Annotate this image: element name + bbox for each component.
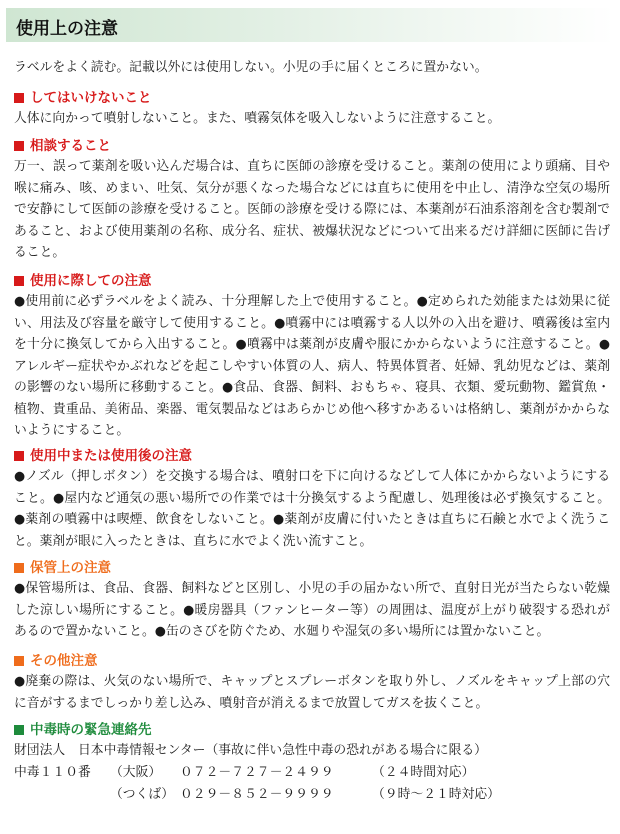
contact-row [14,784,610,806]
contact-hours: （２４時間対応） [372,765,475,780]
contact-row [14,762,610,784]
section-prohibited [14,87,610,130]
section-other [14,650,610,714]
contact-label [14,784,110,806]
section-consult [14,135,610,264]
intro-text: ラベルをよく読む。記載以外には使用しない。小児の手に届くところに置かない。 [14,60,488,75]
red-square-icon [14,93,24,103]
section-heading: 保管上の注意 [30,559,111,576]
contact-hours: （９時～２１時対応） [372,787,500,802]
section-body: ●使用前に必ずラベルをよく読み、十分理解した上で使用すること。●定められた効能または効果に従い、用法及び容量を厳守して使用すること。●噴霧中には噴霧する人以外の入出を避け、噴霧後は室内を十分に換気してから入出すること。●噴霧中は薬剤が皮膚や服にかからないように注意すること。●アレルギー症状やかぶれなどを起こしやすい体質の人、病人、特異体質者、妊婦、乳幼児などは、薬剤の影響のない場所に移動すること。●食品、食器、飼料、おもちゃ、寝具、衣類、愛玩動物、鑑賞魚・植物、貴重品、美術品、楽器、電気製品などはあらかじめ他へ移すかあるいは格納し、薬剤がかからないようにすること。 [14,294,610,438]
section-heading: 相談すること [30,137,111,154]
title-banner [6,8,614,42]
red-square-icon [14,276,24,286]
section-heading: 中毒時の緊急連絡先 [30,721,152,738]
red-square-icon [14,141,24,151]
section-body: 万一、誤って薬剤を吸い込んだ場合は、直ちに医師の診療を受けること。薬剤の使用により頭痛、目や喉に痛み、咳、めまい、吐気、気分が悪くなった場合などには直ちに使用を中止し、清浄な空気の場所で安静にして医師の診療を受けること。医師の診療を受ける際には、本薬剤が石油系溶剤を含む製剤であること、および使用薬剤の名称、成分名、症状、被爆状況などについて出来るだけ詳細に医師に告げること。 [14,159,611,260]
section-body: ●保管場所は、食品、食器、飼料などと区別し、小児の手の届かない所で、直射日光が当たらない乾燥した涼しい場所にすること。●暖房器具（ファンヒーター等）の周囲は、温度が上がり破裂する恐れがあるので置かないこと。●缶のさびを防ぐため、水廻りや湿気の多い場所には置かないこと。 [14,581,610,639]
page-title: 使用上の注意 [16,19,118,39]
section-body: 人体に向かって噴射しないこと。また、噴霧気体を吸入しないように注意すること。 [14,111,501,126]
section-body: ●廃棄の際は、火気のない場所で、キャップとスプレーボタンを取り外し、ノズルをキャップ上部の穴に音がするまでしっかり差し込み、噴射音が消えるまで放置してガスを抜くこと。 [14,674,610,711]
green-square-icon [14,725,24,735]
section-usage [14,270,610,442]
section-heading: その他注意 [30,652,98,669]
orange-square-icon [14,563,24,573]
contact-number: ０２９－８５２－９９９９ [180,787,334,802]
contact-place: （大阪） [110,765,162,780]
contact-place: （つくば） [110,787,174,802]
section-storage [14,557,610,643]
section-heading: してはいけないこと [30,89,152,106]
contact-label: 中毒１１０番 [14,765,91,780]
contact-number: ０７２－７２７－２４９９ [180,765,334,780]
section-body: ●ノズル（押しボタン）を交換する場合は、噴射口を下に向けるなどして人体にかからないようにすること。●屋内など通気の悪い場所での作業では十分換気するよう配慮し、処理後は必ず換気すること。●薬剤の噴霧中は喫煙、飲食をしないこと。●薬剤が皮膚に付いたときは直ちに石鹸と水でよく洗うこと。薬剤が眼に入ったときは、直ちに水でよく洗い流すこと。 [14,469,610,549]
orange-square-icon [14,656,24,666]
section-heading: 使用中または使用後の注意 [30,447,192,464]
emergency-org: 財団法人 日本中毒情報センター（事故に伴い急性中毒の恐れがある場合に限る） [14,743,487,758]
section-during-after [14,445,610,552]
section-heading: 使用に際しての注意 [30,272,152,289]
section-emergency [14,719,610,806]
red-square-icon [14,451,24,461]
